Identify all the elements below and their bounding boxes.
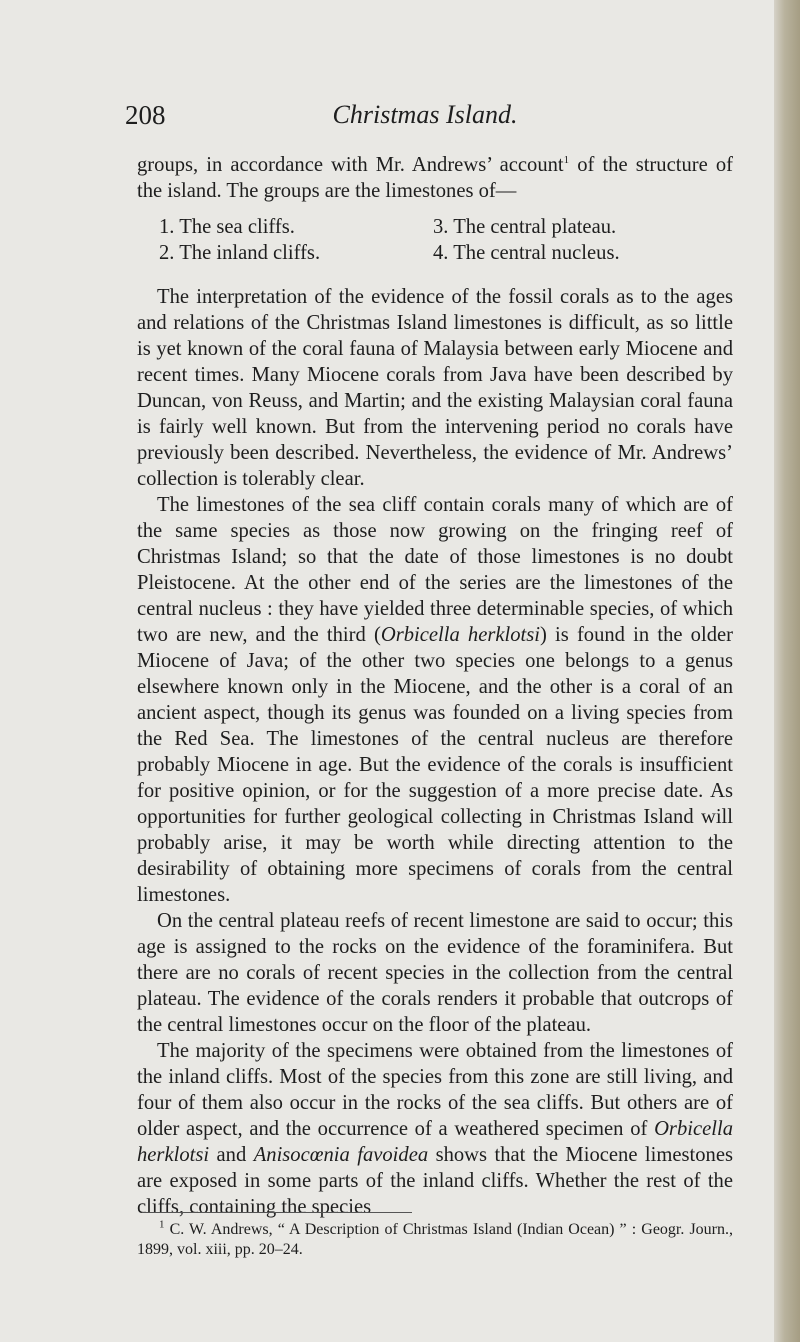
running-title: Christmas Island. (332, 100, 518, 129)
page-header (125, 100, 725, 134)
group-row (159, 214, 733, 240)
intro-text-after: of the structure of the island. The groups are the limestones of— (137, 154, 733, 202)
paragraph-text: and (209, 1144, 254, 1166)
species-name: Anisocœnia favoidea (253, 1144, 429, 1166)
group-item: 3. The central plateau. (433, 216, 617, 238)
footnote-marker: 1 (159, 1218, 165, 1231)
footnote (137, 1220, 733, 1260)
paragraph-text: ) is found in the older Miocene of Java; of the other two species one belongs to a genus elsewhere known only in the Miocene, and the other is a coral of an ancient aspect, though its genus was founded on a living species from the Red Sea. The limestones of the central nucleus are therefore probably Miocene in age. But the evidence of the corals is insufficient for positive opinion, or for the suggestion of a more precise date. As opportunities for further geological collecting in Christmas Island will probably arise, it may be worth while directing attention to the desirability of obtaining more specimens of corals from the central limestones. (137, 624, 733, 906)
paragraph-inland-cliffs (137, 1038, 733, 1220)
group-item: 2. The inland cliffs. (159, 242, 321, 264)
species-name: Orbicella herklotsi (137, 1118, 733, 1166)
group-item: 1. The sea cliffs. (159, 216, 295, 238)
species-name: Orbicella herklotsi (380, 624, 540, 646)
footnote-reference: 1 (563, 154, 570, 167)
footnote-text (137, 1220, 733, 1260)
body-text (137, 152, 733, 1220)
group-item: 4. The central nucleus. (433, 242, 620, 264)
paragraph-text: The limestones of the sea cliff contain corals many of which are of the same species as those now growing on the fringing reef of Christmas Island; so that the date of those limestones is no doubt Pleistocene. At the other end of the series are the limestones of the central nucleus : they have yielded three determinable species, of which two are new, and the third ( (137, 494, 733, 646)
paragraph-text: The majority of the specimens were obtained from the limestones of the inland cliffs. Most of the species from this zone are still living, and four of them also occur in the rocks of the sea cliffs. But others are of older aspect, and the occurrence of a weathered specimen of (137, 1040, 733, 1140)
paragraph-sea-cliff (137, 492, 733, 908)
intro-text-before: groups, in accordance with Mr. Andrews’ account (137, 154, 564, 176)
footnote-body: C. W. Andrews, “ A Description of Christmas Island (Indian Ocean) ” : Geogr. Journ., 1899, vol. xiii, pp. 20–24. (137, 1221, 733, 1258)
limestone-group-list (159, 214, 733, 266)
intro-paragraph (137, 152, 733, 204)
page-edge (774, 0, 800, 1342)
footnote-divider (142, 1212, 412, 1213)
group-row (159, 240, 733, 266)
paragraph-interpretation: The interpretation of the evidence of the fossil corals as to the ages and relations of the Christmas Island limestones is difficult, as so little is yet known of the coral fauna of Malaysia between early Miocene and recent times. Many Miocene corals from Java have been described by Duncan, von Reuss, and Martin; and the existing Malaysian coral fauna is fairly well known. But from the intervening period no corals have previously been described. Nevertheless, the evidence of Mr. Andrews’ collection is tolerably clear. (137, 286, 733, 490)
paragraph-text: shows that the Miocene limestones are exposed in some parts of the inland cliffs. Whether the rest of the cliffs, containing the species (137, 1144, 733, 1218)
paragraph-central-plateau: On the central plateau reefs of recent limestone are said to occur; this age is assigned to the rocks on the evidence of the foraminifera. But there are no corals of recent species in the collection from the central plateau. The evidence of the corals renders it probable that outcrops of the central limestones occur on the floor of the plateau. (137, 910, 733, 1036)
page-number: 208 (125, 100, 166, 130)
